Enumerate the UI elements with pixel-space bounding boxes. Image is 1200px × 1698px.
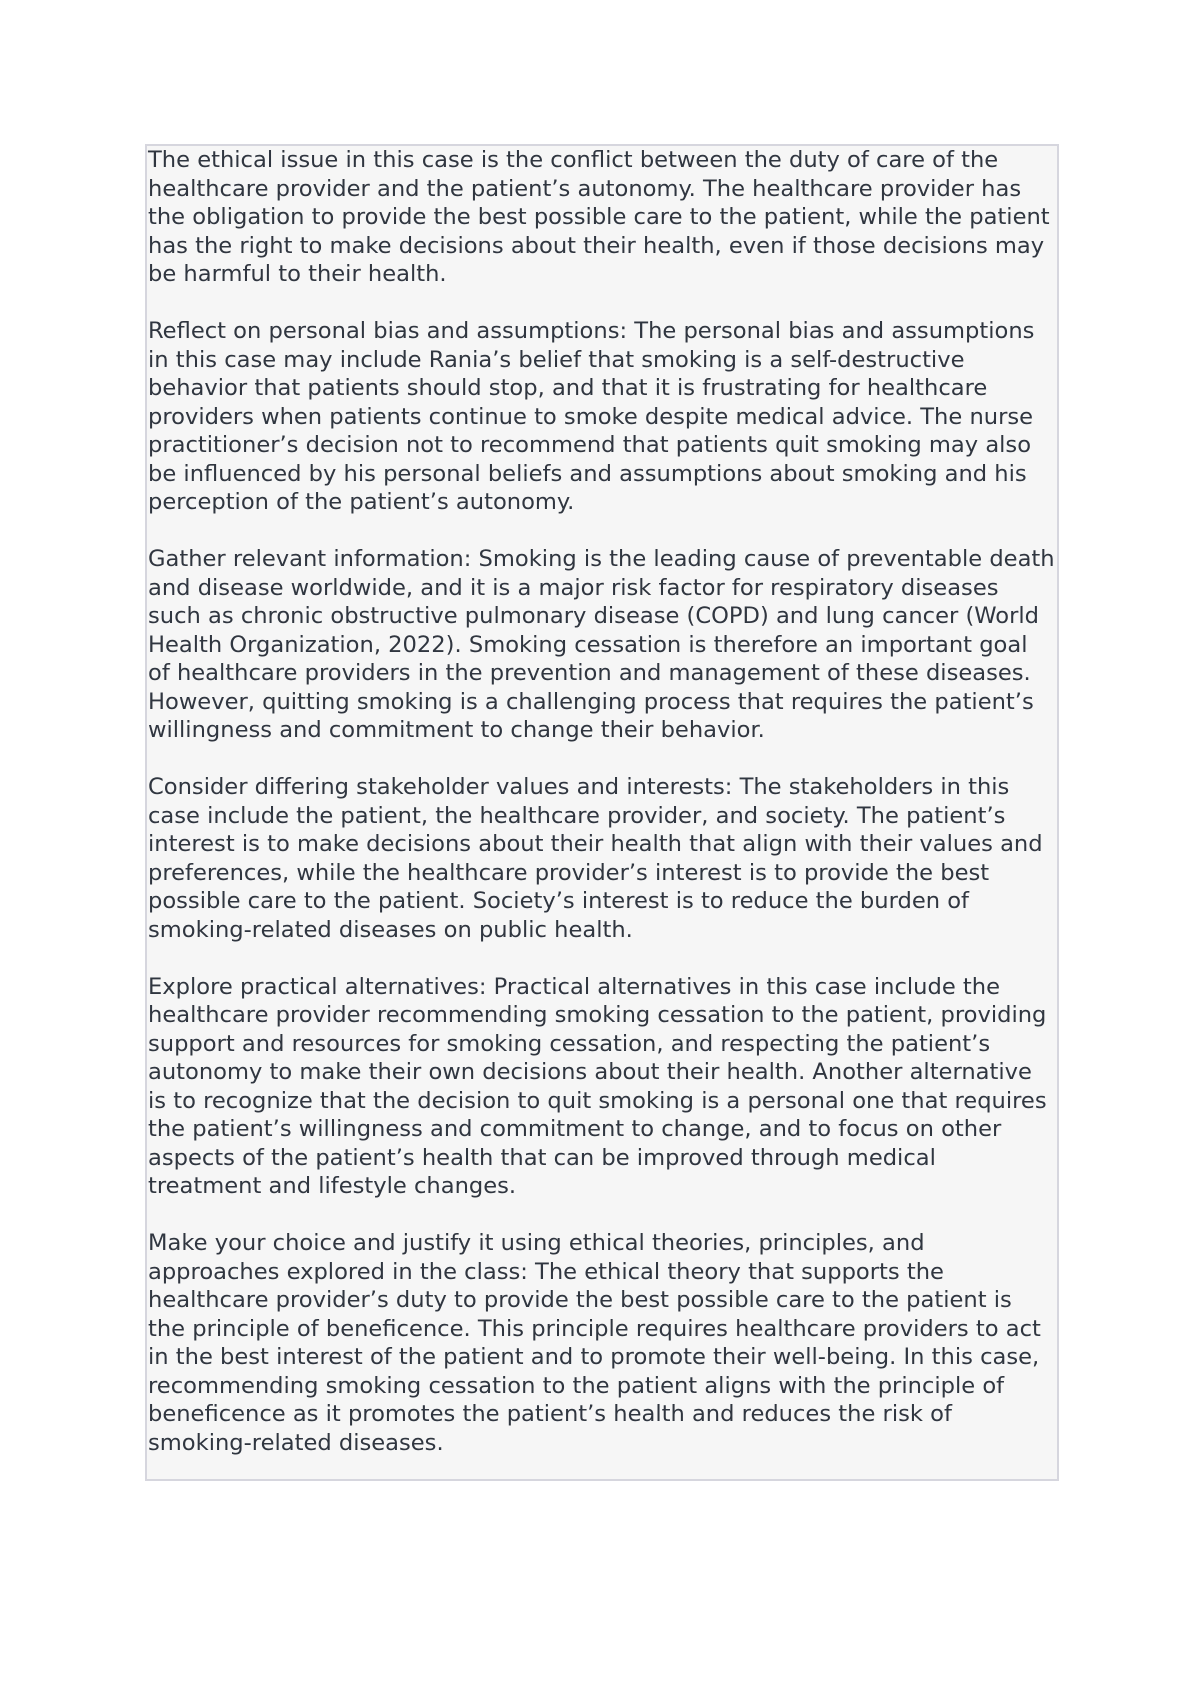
paragraph-choice-justification: Make your choice and justify it using ethical theories, principles, and approaches explored in the class: The ethical theory that supports the healthcare provider’s duty to provide the best possible care to the patient is the principle of beneficence. This principle requires healthcare providers to act in the best interest of the patient and to promote their well-being. In this case, recommending smoking cessation to the patient aligns with the principle of beneficence as it promotes the patient’s health and reduces the risk of smoking-related diseases. <box>148 1230 1041 1456</box>
paragraph-ethical-issue: The ethical issue in this case is the conflict between the duty of care of the healthcare provider and the patient’s autonomy. The healthcare provider has the obligation to provide the best possible care to the patient, while the patient has the right to make decisions about their health, even if those decisions may be harmful to their health. <box>148 147 1050 287</box>
text-box <box>145 144 1059 1481</box>
paragraph-relevant-information: Gather relevant information: Smoking is the leading cause of preventable death and disease worldwide, and it is a major risk factor for respiratory diseases such as chronic obstructive pulmonary disease (COPD) and lung cancer (World Health Organization, 2022). Smoking cessation is therefore an important goal of healthcare providers in the prevention and management of these diseases. However, quitting smoking is a challenging process that requires the patient’s willingness and commitment to change their behavior. <box>148 546 1055 743</box>
paragraph-practical-alternatives: Explore practical alternatives: Practical alternatives in this case include the healthcare provider recommending smoking cessation to the patient, providing support and resources for smoking cessation, and respecting the patient’s autonomy to make their own decisions about their health. Another alternative is to recognize that the decision to quit smoking is a personal one that requires the patient’s willingness and commitment to change, and to focus on other aspects of the patient’s health that can be improved through medical treatment and lifestyle changes. <box>148 973 1047 1199</box>
paragraph-personal-bias: Reflect on personal bias and assumptions: The personal bias and assumptions in this case may include Rania’s belief that smoking is a self-destructive behavior that patients should stop, and that it is frustrating for healthcare providers when patients continue to smoke despite medical advice. The nurse practitioner’s decision not to recommend that patients quit smoking may also be influenced by his personal beliefs and assumptions about smoking and his perception of the patient’s autonomy. <box>148 318 1035 515</box>
paragraph-stakeholder-values: Consider differing stakeholder values and interests: The stakeholders in this case include the patient, the healthcare provider, and society. The patient’s interest is to make decisions about their health that align with their values and preferences, while the healthcare provider’s interest is to provide the best possible care to the patient. Society’s interest is to reduce the burden of smoking-related diseases on public health. <box>148 774 1043 943</box>
